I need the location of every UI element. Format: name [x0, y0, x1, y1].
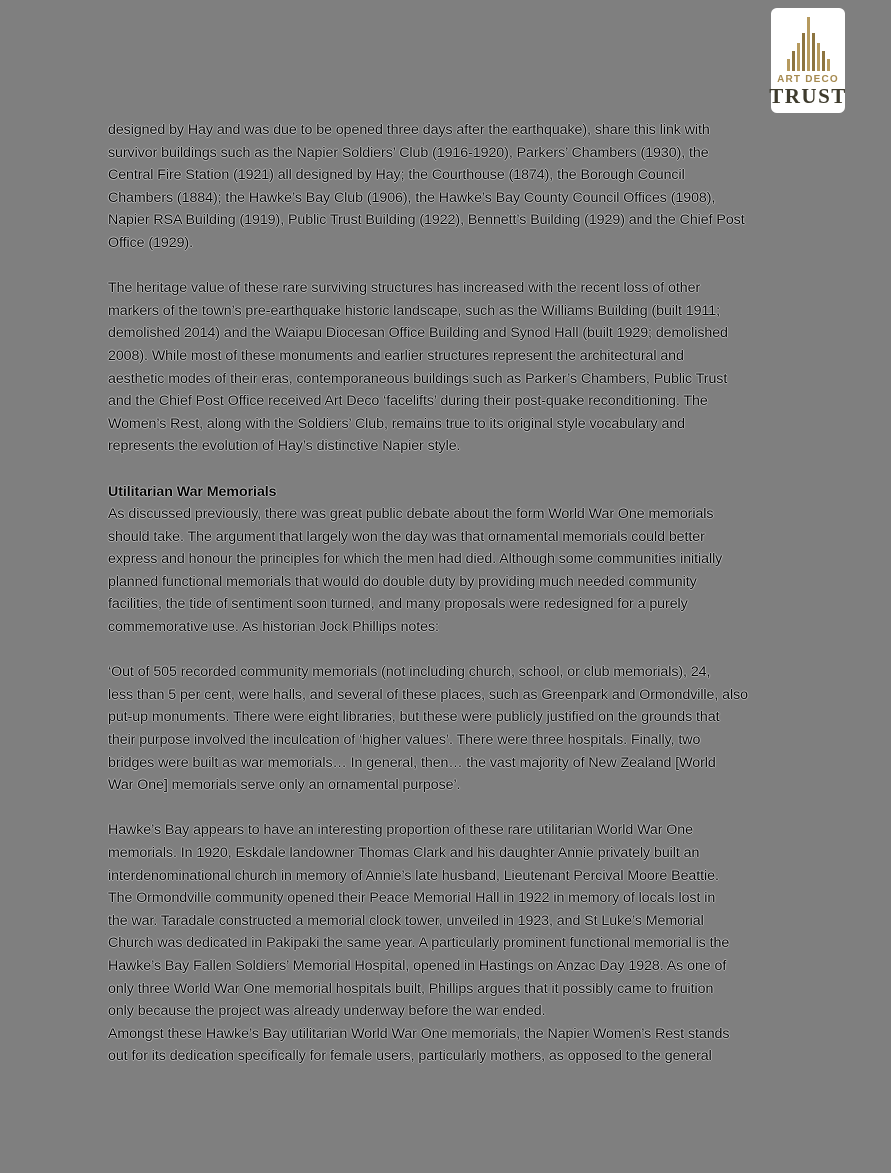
building-bar: [817, 43, 820, 71]
text-line: survivor buildings such as the Napier Soldiers’ Club (1916-1920), Parkers’ Chambers (1930), the: [108, 144, 709, 161]
text-line: facilities, the tide of sentiment soon turned, and many proposals were redesigned for a purely: [108, 596, 688, 613]
text-line: bridges were built as war memorials… In general, then… the vast majority of New Zealand [World: [108, 754, 716, 771]
text-line: 2008). While most of these monuments and earlier structures represent the architectural and: [108, 347, 684, 364]
text-line: memorials. In 1920, Eskdale landowner Thomas Clark and his daughter Annie privately built an: [108, 845, 700, 861]
text-line: commemorative use. As historian Jock Phillips notes:: [108, 619, 439, 636]
section-heading: [108, 481, 800, 504]
logo-art-deco-text: ART DECO: [777, 74, 839, 85]
text-line: aesthetic modes of their eras, contemporaneous buildings such as Parker’s Chambers, Public Trust: [108, 370, 728, 387]
text-line: Chambers (1884); the Hawke’s Bay Club (1906), the Hawke’s Bay County Council Offices (1908),: [108, 189, 716, 206]
logo-trust-text: TRUST: [769, 84, 847, 108]
text-line: Office (1929).: [108, 234, 193, 251]
text-line: markers of the town’s pre-earthquake historic landscape, such as the Williams Building (built 1911;: [108, 302, 720, 319]
text-line: put-up monuments. There were eight libraries, but these were publicly justified on the grounds that: [108, 709, 720, 726]
building-bar: [827, 59, 830, 71]
text-line: As discussed previously, there was great public debate about the form World War One memorials: [108, 506, 714, 523]
text-line: Hawke’s Bay appears to have an interesting proportion of these rare utilitarian World War One: [108, 822, 693, 839]
text-line: less than 5 per cent, were halls, and several of these places, such as Greenpark and Ormondville, also: [108, 686, 748, 703]
paragraph: [108, 1023, 800, 1068]
text-line: should take. The argument that largely won the day was that ornamental memorials could better: [108, 528, 705, 545]
art-deco-trust-logo: [771, 8, 845, 113]
text-line: represents the evolution of Hay’s distinctive Napier style.: [108, 438, 461, 455]
text-line: ‘Out of 505 recorded community memorials (not including church, school, or club memorials), 24,: [108, 664, 711, 681]
text-line: Utilitarian War Memorials: [108, 483, 277, 500]
paragraph: [108, 119, 800, 255]
document-text: [108, 119, 800, 1068]
paragraph: [108, 819, 800, 1022]
paragraph: [108, 503, 800, 639]
text-line: demolished 2014) and the Waiapu Diocesan Office Building and Synod Hall (built 1929; demolished: [108, 325, 728, 342]
building-bar: [822, 51, 825, 71]
building-bar: [812, 33, 815, 71]
text-line: The heritage value of these rare surviving structures has increased with the recent loss of other: [108, 280, 701, 297]
text-line: Central Fire Station (1921) all designed by Hay; the Courthouse (1874), the Borough Council: [108, 167, 685, 184]
building-bar: [787, 59, 790, 71]
text-line: and the Chief Post Office received Art Deco ‘facelifts’ during their post-quake reconditioning. The: [108, 393, 708, 410]
text-line: Church was dedicated in Pakipaki the same year. A particularly prominent functional memorial is the: [108, 935, 730, 952]
text-line: out for its dedication specifically for female users, particularly mothers, as opposed to the general: [108, 1048, 712, 1065]
text-line: The Ormondville community opened their Peace Memorial Hall in 1922 in memory of locals lost in: [108, 890, 716, 907]
text-line: War One] memorials serve only an ornamental purpose’.: [108, 777, 461, 794]
art-deco-building-icon: [787, 15, 830, 71]
text-line: only three World War One memorial hospitals built, Phillips argues that it possibly came to fruition: [108, 980, 714, 997]
text-line: Napier RSA Building (1919), Public Trust Building (1922), Bennett’s Building (1929) and the Chief Post: [108, 212, 745, 229]
text-line: their purpose involved the inculcation of ‘higher values’. There were three hospitals. Finally, two: [108, 732, 701, 749]
text-line: express and honour the principles for which the men had died. Although some communities initially: [108, 551, 723, 568]
paragraph: [108, 277, 800, 458]
text-line: interdenominational church in memory of Annie’s late husband, Lieutenant Percival Moore Beattie.: [108, 867, 719, 884]
text-line: only because the project was already underway before the war ended.: [108, 1003, 546, 1020]
text-line: Women’s Rest, along with the Soldiers’ Club, remains true to its original style vocabulary and: [108, 415, 686, 432]
building-bar: [797, 43, 800, 71]
text-line: Amongst these Hawke’s Bay utilitarian World War One memorials, the Napier Women’s Rest stands: [108, 1025, 730, 1042]
building-bar: [792, 51, 795, 71]
text-line: planned functional memorials that would do double duty by providing much needed community: [108, 573, 697, 590]
text-line: the war. Taradale constructed a memorial clock tower, unveiled in 1923, and St Luke’s Memorial: [108, 912, 704, 929]
text-line: Hawke’s Bay Fallen Soldiers’ Memorial Hospital, opened in Hastings on Anzac Day 1928. As one of: [108, 957, 727, 974]
text-line: designed by Hay and was due to be opened three days after the earthquake), share this link with: [108, 122, 710, 138]
building-bar: [802, 33, 805, 71]
building-bar: [807, 17, 810, 71]
paragraph: [108, 661, 800, 797]
